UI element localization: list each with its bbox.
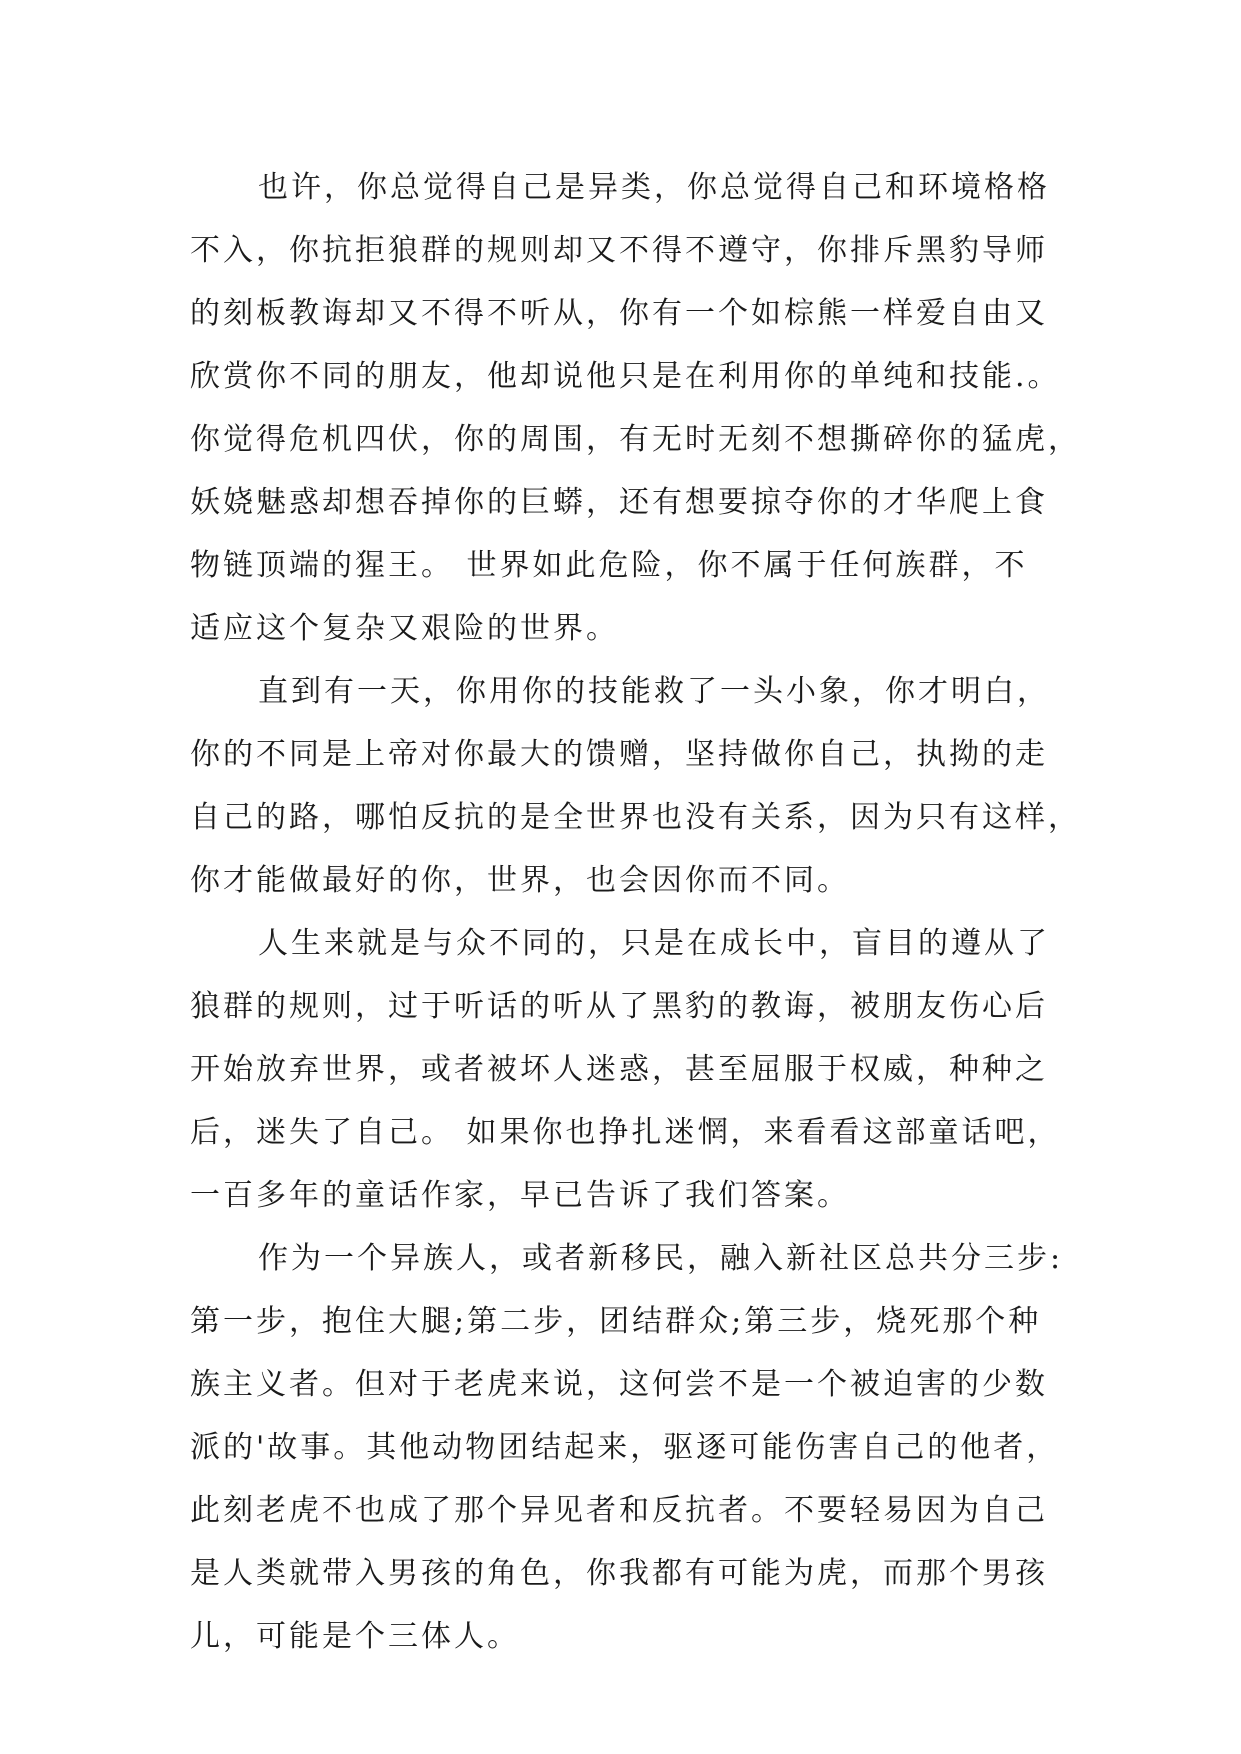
text-line: 此刻老虎不也成了那个异见者和反抗者。不要轻易因为自己 bbox=[190, 1493, 1048, 1528]
paragraph-4 bbox=[190, 1227, 1070, 1668]
text-line: 族主义者。但对于老虎来说，这何尝不是一个被迫害的少数 bbox=[190, 1367, 1048, 1402]
paragraph-1 bbox=[190, 156, 1081, 660]
text-line: 物链顶端的猩王。 世界如此危险，你不属于任何族群，不 bbox=[190, 548, 1028, 583]
text-line: 欣赏你不同的朋友，他却说他只是在利用你的单纯和技能.。 bbox=[190, 359, 1061, 394]
text-line: 妖娆魅惑却想吞掉你的巨蟒，还有想要掠夺你的才华爬上食 bbox=[190, 485, 1048, 520]
text-line: 派的'故事。其他动物团结起来，驱逐可能伤害自己的他者， bbox=[190, 1430, 1060, 1465]
text-line: 直到有一天，你用你的技能救了一头小象，你才明白， bbox=[258, 674, 1050, 709]
text-line: 适应这个复杂又艰险的世界。 bbox=[190, 611, 619, 646]
text-line: 不入，你抗拒狼群的规则却又不得不遵守，你排斥黑豹导师 bbox=[190, 233, 1048, 268]
text-line: 是人类就带入男孩的角色，你我都有可能为虎，而那个男孩 bbox=[190, 1556, 1048, 1591]
text-line: 儿，可能是个三体人。 bbox=[190, 1619, 520, 1654]
text-line: 作为一个异族人，或者新移民，融入新社区总共分三步: bbox=[258, 1241, 1064, 1276]
body-text bbox=[190, 156, 1081, 1668]
paragraph-3 bbox=[190, 912, 1070, 1227]
text-line: 你觉得危机四伏，你的周围，有无时无刻不想撕碎你的猛虎， bbox=[190, 422, 1081, 457]
text-line: 自己的路，哪怕反抗的是全世界也没有关系，因为只有这样， bbox=[190, 800, 1081, 835]
text-line: 第一步，抱住大腿;第二步，团结群众;第三步，烧死那个种 bbox=[190, 1304, 1042, 1339]
text-line: 的刻板教诲却又不得不听从，你有一个如棕熊一样爱自由又 bbox=[190, 296, 1048, 331]
text-line: 也许，你总觉得自己是异类，你总觉得自己和环境格格 bbox=[258, 170, 1050, 205]
text-line: 人生来就是与众不同的，只是在成长中，盲目的遵从了 bbox=[258, 926, 1050, 961]
text-line: 后，迷失了自己。 如果你也挣扎迷惘，来看看这部童话吧， bbox=[190, 1115, 1061, 1150]
text-line: 你才能做最好的你，世界，也会因你而不同。 bbox=[190, 863, 850, 898]
text-line: 开始放弃世界，或者被坏人迷惑，甚至屈服于权威，种种之 bbox=[190, 1052, 1048, 1087]
text-line: 你的不同是上帝对你最大的馈赠，坚持做你自己，执拗的走 bbox=[190, 737, 1048, 772]
text-line: 狼群的规则，过于听话的听从了黑豹的教诲，被朋友伤心后 bbox=[190, 989, 1048, 1024]
text-line: 一百多年的童话作家，早已告诉了我们答案。 bbox=[190, 1178, 850, 1213]
paragraph-2 bbox=[190, 660, 1081, 912]
